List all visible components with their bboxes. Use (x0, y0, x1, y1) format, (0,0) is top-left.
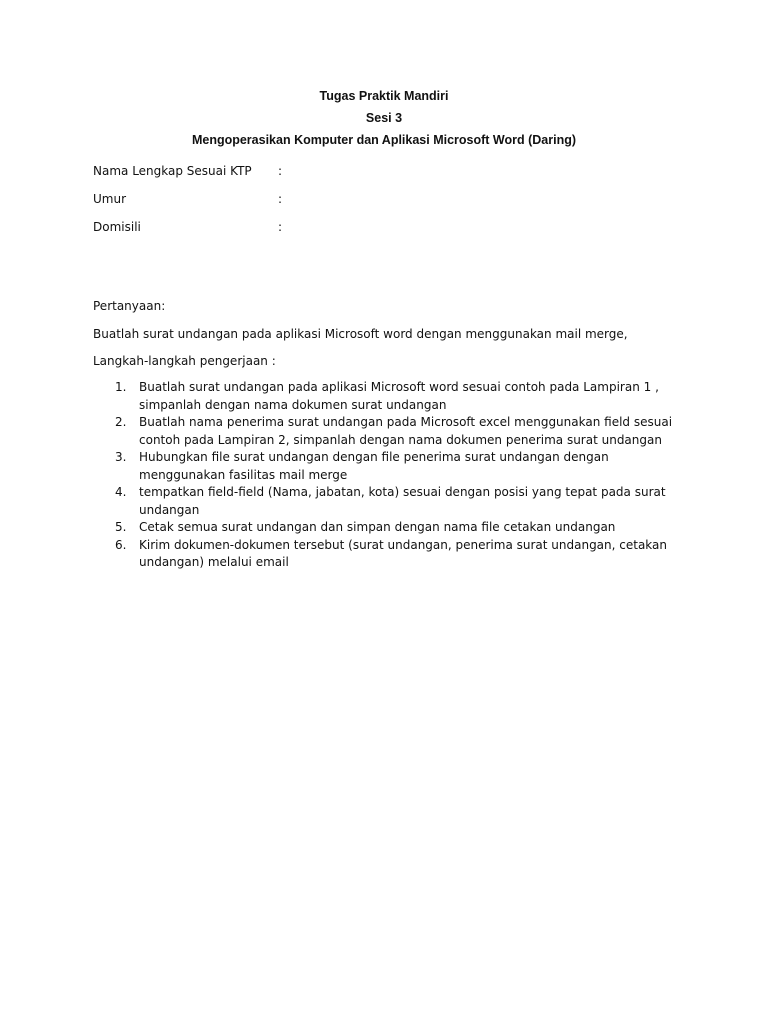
instruction-text: Buatlah surat undangan pada aplikasi Microsoft word dengan menggunakan mail merge, (93, 327, 628, 341)
field-row-domicile (93, 216, 393, 244)
list-item (93, 484, 693, 519)
identity-fields (93, 160, 393, 244)
list-item (93, 519, 693, 537)
field-label: Domisili (93, 220, 141, 234)
step-number: 5. (115, 520, 127, 534)
step-number: 1. (115, 380, 127, 394)
steps-list (93, 379, 693, 572)
field-colon: : (278, 220, 283, 234)
list-item (93, 414, 693, 449)
step-text: Hubungkan file surat undangan dengan file penerima surat undangan dengan menggunakan fasilitas mail merge (139, 450, 609, 482)
field-label: Umur (93, 192, 127, 206)
field-label: Nama Lengkap Sesuai KTP (93, 164, 252, 178)
step-text: Cetak semua surat undangan dan simpan dengan nama file cetakan undangan (139, 520, 616, 534)
step-number: 2. (115, 415, 127, 429)
field-colon: : (278, 164, 283, 178)
step-number: 3. (115, 450, 127, 464)
step-text: Kirim dokumen-dokumen tersebut (surat undangan, penerima surat undangan, cetakan undangan) melalui email (139, 537, 668, 569)
document-subtitle: Mengoperasikan Komputer dan Aplikasi Microsoft Word (Daring) (191, 133, 577, 147)
list-item (93, 537, 693, 572)
step-text: tempatkan field-field (Nama, jabatan, kota) sesuai dengan posisi yang tepat pada surat undangan (139, 485, 666, 517)
field-row-age (93, 188, 393, 216)
steps-label: Langkah-langkah pengerjaan : (93, 354, 276, 368)
field-colon: : (278, 192, 283, 206)
step-number: 4. (115, 485, 127, 499)
step-number: 6. (115, 537, 127, 552)
list-item (93, 379, 693, 414)
session-title: Sesi 3 (365, 111, 403, 125)
step-text: Buatlah nama penerima surat undangan pada Microsoft excel menggunakan field sesuai contoh pada Lampiran 2, simpanlah dengan nama dokumen penerima surat undangan (139, 415, 673, 447)
questions-label: Pertanyaan: (93, 299, 166, 313)
field-row-name (93, 160, 393, 188)
list-item (93, 449, 693, 484)
document-title: Tugas Praktik Mandiri (319, 89, 449, 103)
document-header (0, 85, 768, 151)
step-text: Buatlah surat undangan pada aplikasi Microsoft word sesuai contoh pada Lampiran 1 , simpanlah dengan nama dokumen surat undangan (139, 380, 659, 412)
